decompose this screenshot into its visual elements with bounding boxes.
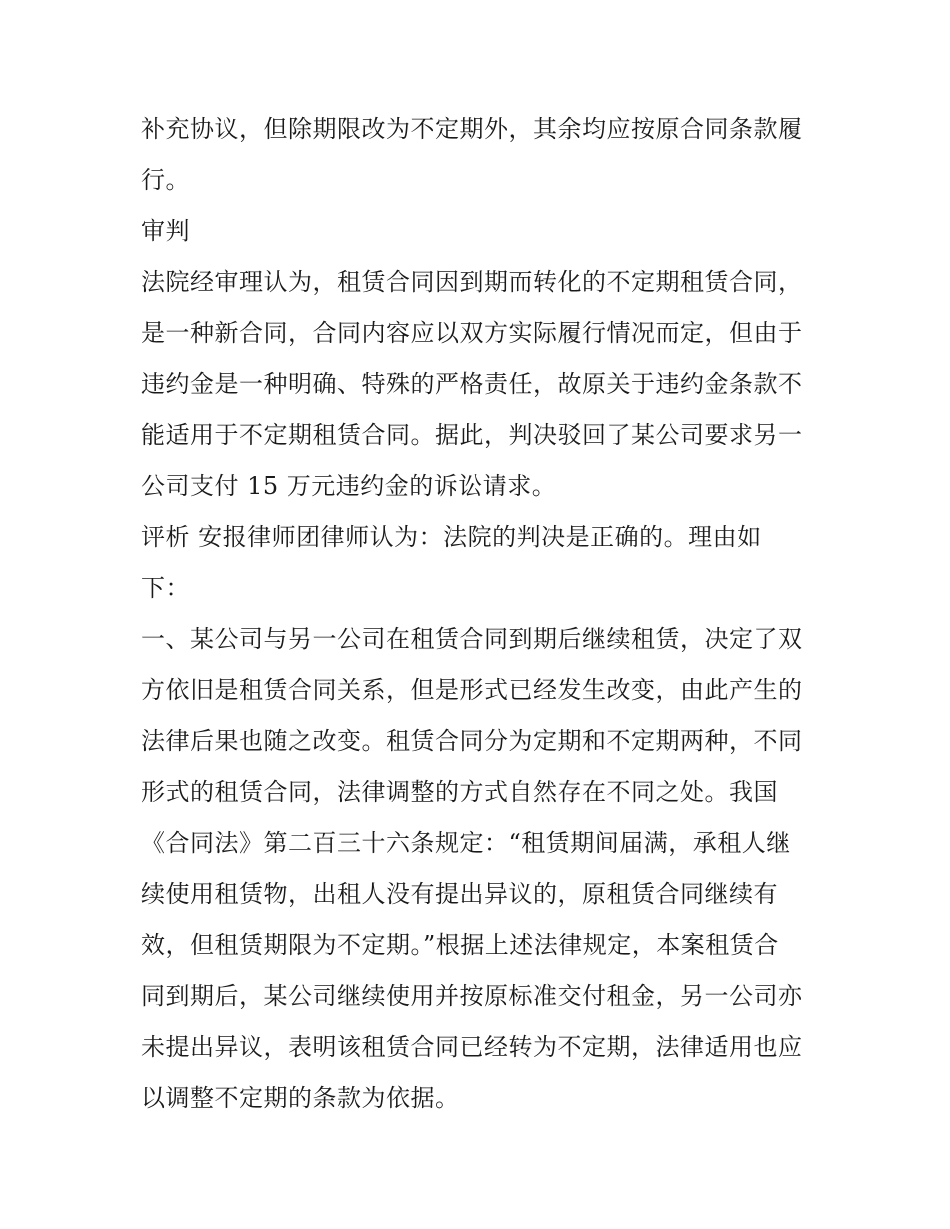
text-line: 补充协议，但除期限改为不定期外，其余均应按原合同条款履 (141, 115, 803, 143)
text-line: 行。 (141, 166, 190, 194)
section-heading: 审判 (141, 217, 190, 245)
text-line: 能适用于不定期租赁合同。据此，判决驳回了某公司要求另一 (141, 421, 803, 449)
text-line: 未提出异议，表明该租赁合同已经转为不定期，法律适用也应 (141, 1033, 803, 1061)
text-line: 方依旧是租赁合同关系，但是形式已经发生改变，由此产生的 (141, 676, 803, 704)
text-line: 形式的租赁合同，法律调整的方式自然存在不同之处。我国 (141, 778, 778, 806)
text-line: 续使用租赁物，出租人没有提出异议的，原租赁合同继续有 (141, 880, 778, 908)
text-line: 下： (141, 574, 190, 602)
document-body (141, 104, 816, 1124)
text-line: 效，但租赁期限为不定期。”根据上述法律规定，本案租赁合 (141, 931, 779, 959)
text-line: 评析 安报律师团律师认为：法院的判决是正确的。理由如 (141, 523, 762, 551)
text-line: 《合同法》第二百三十六条规定：“租赁期间届满，承租人继 (141, 829, 791, 857)
text-line: 同到期后，某公司继续使用并按原标准交付租金，另一公司亦 (141, 982, 803, 1010)
text-line: 法律后果也随之改变。租赁合同分为定期和不定期两种，不同 (141, 727, 803, 755)
text-line: 违约金是一种明确、特殊的严格责任，故原关于违约金条款不 (141, 370, 803, 398)
text-line: 一、某公司与另一公司在租赁合同到期后继续租赁，决定了双 (141, 625, 803, 653)
text-line: 公司支付 15 万元违约金的诉讼请求。 (141, 472, 557, 500)
text-line: 是一种新合同，合同内容应以双方实际履行情况而定，但由于 (141, 319, 803, 347)
text-line: 以调整不定期的条款为依据。 (141, 1084, 460, 1112)
text-line: 法院经审理认为，租赁合同因到期而转化的不定期租赁合同， (141, 268, 803, 296)
